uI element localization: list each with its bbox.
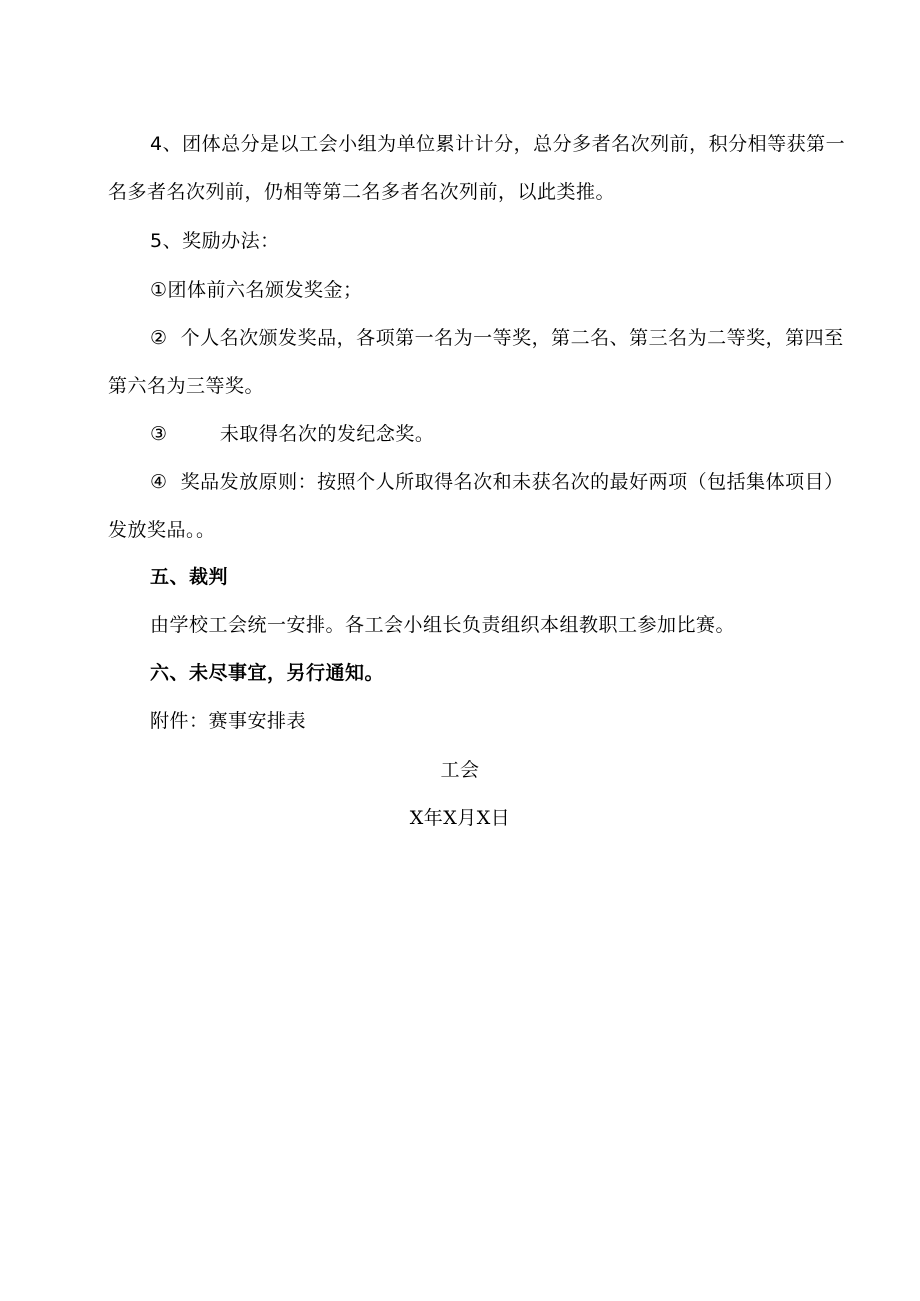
award-item-1: ①团体前六名颁发奖金； — [150, 279, 363, 301]
section-body-referee: 由学校工会统一安排。各工会小组长负责组织本组教职工参加比赛。 — [150, 614, 736, 636]
signature-date: X年X月X日 — [409, 807, 511, 829]
attachment-note: 附件：赛事安排表 — [150, 710, 307, 732]
section-title-referee: 五、裁判 — [150, 566, 229, 588]
award-item-3: ③ 未取得名次的发纪念奖。 — [150, 423, 435, 445]
signature-organization: 工会 — [440, 759, 480, 781]
paragraph-team-score: 4、团体总分是以工会小组为单位累计计分，总分多者名次列前，积分相等获第一名多者名次列前，仍相等第二名多者名次列前，以此类推。 — [108, 133, 846, 203]
award-item-2: ② 个人名次颁发奖品，各项第一名为一等奖，第二名、第三名为二等奖，第四至第六名为三等奖。 — [108, 327, 844, 397]
award-item-4: ④ 奖品发放原则：按照个人所取得名次和未获名次的最好两项（包括集体项目）发放奖品。。 — [108, 471, 844, 541]
section-title-misc: 六、未尽事宜，另行通知。 — [150, 662, 385, 684]
paragraph-awards-heading: 5、奖励办法： — [150, 230, 280, 252]
